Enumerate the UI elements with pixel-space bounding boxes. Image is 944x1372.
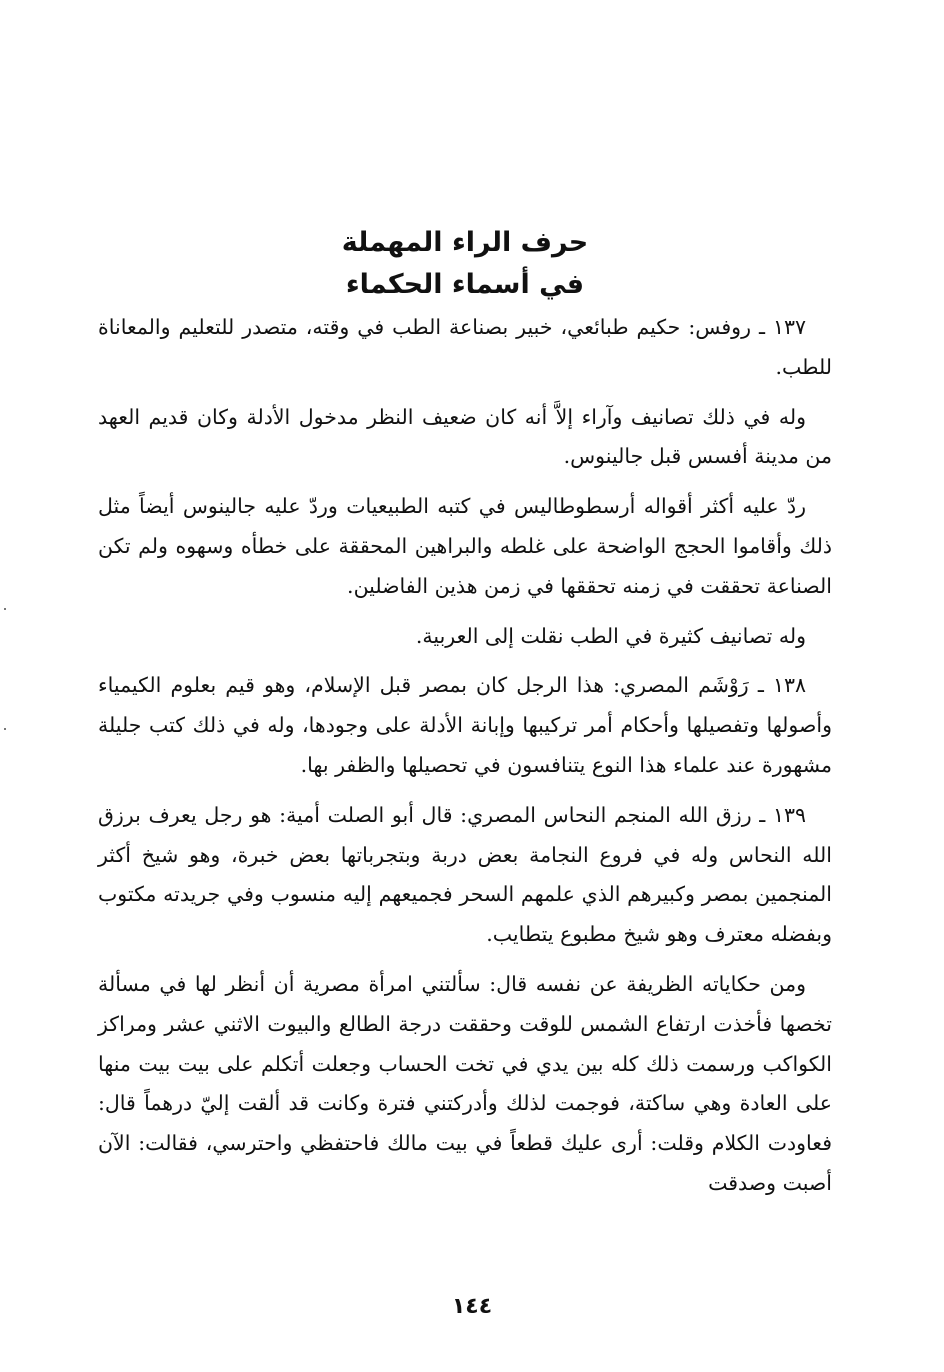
body-text [98,308,832,1214]
page-number: ١٤٤ [451,1294,493,1319]
paragraph-entry-138: ١٣٨ ـ رَوْشَم المصري: هذا الرجل كان بمصر قبل الإسلام، وهو قيم بعلوم الكيمياء وأصولها وتفصيلها وأحكام أمر تركيبها وإبانة الأدلة على وجودها، وله في ذلك كتب جليلة مشهورة عند علماء هذا النوع يتنافسون في تحصيلها والظفر بها. [98,673,832,777]
scan-mark [4,728,6,730]
heading-line-1: حرف الراء المهملة [341,227,589,258]
paragraph: وله تصانيف كثيرة في الطب نقلت إلى العربية. [415,623,806,648]
paragraph: وله في ذلك تصانيف وآراء إلاَّ أنه كان ضعيف النظر مدخول الأدلة وكان قديم العهد من مدينة أفسس قبل جالينوس. [98,404,832,469]
paragraph-entry-139: ١٣٩ ـ رزق الله المنجم النحاس المصري: قال أبو الصلت أمية: هو رجل يعرف برزق الله النحاس وله في فروع النجامة بعض دربة وبتجرباتها بعض خبرة، وهو شيخ أكثر المنجمين بمصر وكبيرهم الذي علمهم السحر فجميعهم إليه منسوب وفي جريدته مكتوب وبفضله معترف وهو شيخ مطبوع يتطايب. [98,802,832,947]
scan-mark [4,608,6,610]
paragraph: ردّ عليه أكثر أقواله أرسطوطاليس في كتبه الطبيعيات وردّ عليه جالينوس أيضاً مثل ذلك وأقاموا الحجج الواضحة على غلطه والبراهين المحققة على خطأه وسهوه ولم تكن الصناعة تحققت في زمنه تحققها في زمن هذين الفاضلين. [98,494,832,598]
paragraph: ومن حكاياته الظريفة عن نفسه قال: سألتني امرأة مصرية أن أنظر لها في مسألة تخصها فأخذت ارتفاع الشمس للوقت وحققت درجة الطالع والبيوت الاثني عشر ومراكز الكواكب ورسمت ذلك كله بين يدي في تخت الحساب وجعلت أتكلم على بيت بيت منها على العادة وهي ساكتة، فوجمت لذلك وأدركتني فترة وكانت قد ألقت إليّ درهماً قال: فعاودت الكلام وقلت: أرى عليك قطعاً في بيت مالك فاحتفظي واحترسي، فقالت: الآن أصبت وصدقت [98,971,832,1195]
chapter-heading [98,222,832,306]
paragraph-entry-137: ١٣٧ ـ روفس: حكيم طبائعي، خبير بصناعة الطب في وقته، متصدر للتعليم والمعاناة للطب. [98,315,832,379]
heading-line-2: في أسماء الحكماء [345,269,585,300]
